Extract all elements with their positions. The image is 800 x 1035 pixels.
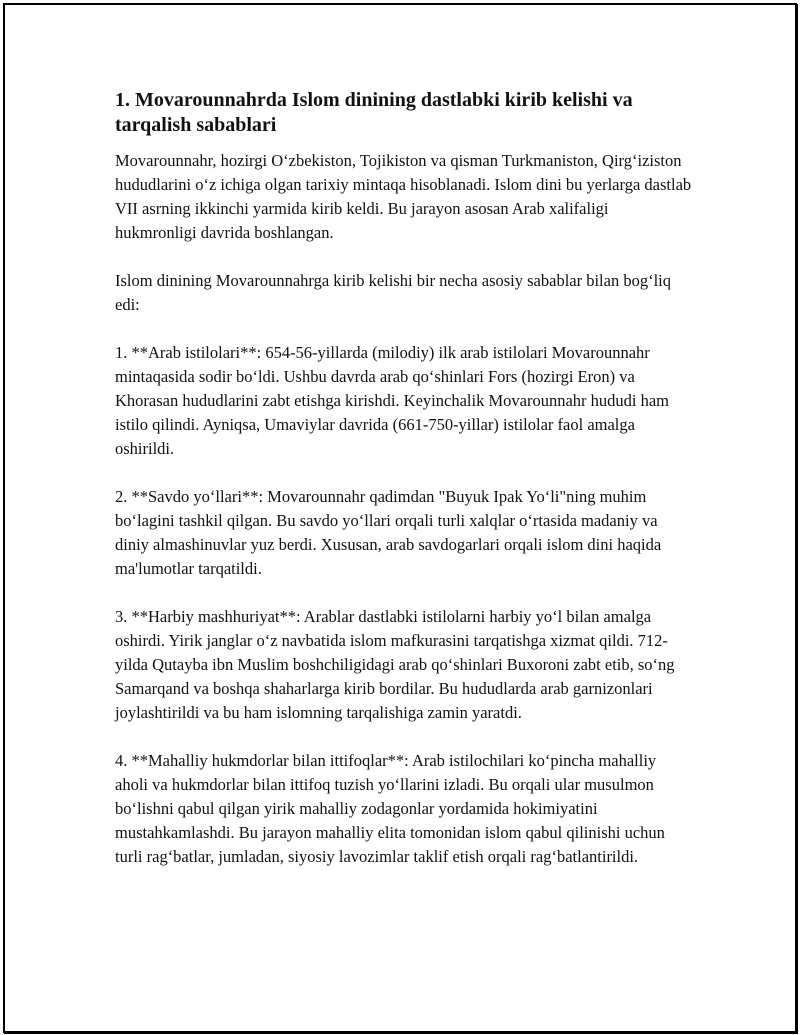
reason-local-alliances: 4. **Mahalliy hukmdorlar bilan ittifoqlar**: Arab istilochilari ko‘pincha mahalliy aholi va hukmdorlar bilan ittifoq tuzish yo‘llarini izladi. Bu orqali ular musulmon bo‘lishni qabul qilgan yirik mahalliy zodagonlar yordamida hokimiyatini mustahkamlashdi. Bu jarayon mahalliy elita tomonidan islom qabul qilinishi uchun turli rag‘batlar, jumladan, siyosiy lavozimlar taklif etish orqali rag‘batlantirildi. bbox=[115, 751, 665, 866]
document-body bbox=[115, 88, 693, 893]
intro-paragraph: Movarounnahr, hozirgi O‘zbekiston, Tojikiston va qisman Turkmaniston, Qirg‘iziston hududlarini o‘z ichiga olgan tarixiy mintaqa hisoblanadi. Islom dini bu yerlarga dastlab VII asrning ikkinchi yarmida kirib keldi. Bu jarayon asosan Arab xalifaligi hukmronligi davrida boshlangan. bbox=[115, 151, 692, 242]
reason-arab-conquests: 1. **Arab istilolari**: 654-56-yillarda (milodiy) ilk arab istilolari Movarounnahr mintaqasida sodir bo‘ldi. Ushbu davrda arab qo‘shinlari Fors (hozirgi Eron) va Khorasan hududlarini zabt etishga kirishdi. Keyinchalik Movarounnahr hududi ham istilo qilindi. Ayniqsa, Umaviylar davrida (661-750-yillar) istilolar faol amalga oshirildi. bbox=[115, 343, 669, 458]
document-title: 1. Movarounnahrda Islom dinining dastlabki kirib kelishi va tarqalish sabablari bbox=[115, 89, 633, 136]
reason-military: 3. **Harbiy mashhuriyat**: Arablar dastlabki istilolarni harbiy yo‘l bilan amalga oshirdi. Yirik janglar o‘z navbatida islom mafkurasini tarqatishga xizmat qildi. 712-yilda Qutayba ibn Muslim boshchiligidagi arab qo‘shinlari Buxoroni zabt etib, so‘ng Samarqand va boshqa shaharlarga kirib bordilar. Bu hududlarda arab garnizonlari joylashtirildi va bu ham islomning tarqalishiga zamin yaratdi. bbox=[115, 607, 675, 722]
reason-trade-routes: 2. **Savdo yo‘llari**: Movarounnahr qadimdan "Buyuk Ipak Yo‘li"ning muhim bo‘lagini tashkil qilgan. Bu savdo yo‘llari orqali turli xalqlar o‘rtasida madaniy va diniy almashinuvlar yuz berdi. Xususan, arab savdogarlari orqali islom dini haqida ma'lumotlar tarqatildi. bbox=[115, 487, 662, 578]
reasons-lead-paragraph: Islom dinining Movarounnahrga kirib kelishi bir necha asosiy sabablar bilan bog‘liq edi: bbox=[115, 271, 672, 314]
